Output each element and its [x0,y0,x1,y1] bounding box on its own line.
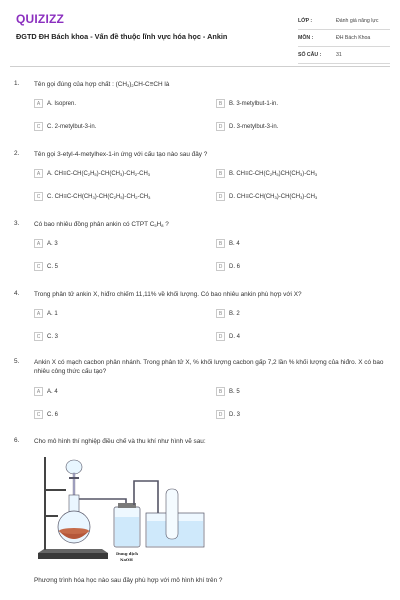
worksheet-meta [298,13,390,64]
dropping-funnel-bulb [66,460,82,474]
question-text: Có bao nhiêu đồng phân ankin có CTPT $C_5H_8$ ? [34,221,169,228]
option-letter-box: D [216,410,225,419]
header-divider [10,66,390,67]
option-letter-box: A [34,387,43,396]
flask-contents-surface [59,528,89,534]
worksheet-header [0,0,400,70]
worksheet-title: ĐGTD ĐH Bách khoa - Vấn đề thuộc lĩnh vực hóa học - Ankin [16,32,228,41]
option-a[interactable]: A A. 3 [34,238,58,249]
option-b[interactable]: B B. $CH\equiv C-CH(C_2H_5)CH(CH_3)-CH_3$ [216,168,317,179]
option-letter-box: B [216,239,225,248]
option-letter-box: B [216,169,225,178]
option-c[interactable]: C C. 5 [34,261,58,272]
question-followup-text: Phương trình hóa học nào sau đây phù hợp với mô hình khí trên ? [34,577,223,584]
stand-clamp-bottom [44,515,58,517]
option-a[interactable]: A A. 4 [34,386,58,397]
question-text: Tên gọi 3-etyl-4-metylhex-1-in ứng với cấu tạo nào sau đây ? [34,151,208,158]
question-text: Cho mô hình thí nghiệp điều chế và thu khí như hình vẽ sau: [34,438,206,445]
question-number: 6. [14,437,20,444]
option-b[interactable]: B B. 2 [216,308,240,319]
naoh-solution-label-2: NaOH [120,557,133,562]
option-b[interactable]: B B. 5 [216,386,240,397]
question-number: 3. [14,220,20,227]
option-a[interactable]: A A. 1 [34,308,58,319]
option-letter-box: B [216,99,225,108]
option-letter-box: A [34,99,43,108]
lab-apparatus-figure [34,455,214,570]
option-letter-box: C [34,122,43,131]
question-text: Ankin X có mạch cacbon phân nhánh. Trong phân tử X, % khối lượng cacbon gấp 7,2 lần % khối lượng của hiđro. X có bao nhiêu công thức cấu tạo? [34,359,384,375]
option-b[interactable]: B B. 3-metylbut-1-in. [216,98,278,109]
washing-bottle-liquid [115,517,139,546]
option-letter-box: D [216,332,225,341]
meta-row-subject: MÔN : ĐH Bách Khoa [298,30,390,47]
stand-base-top [38,549,108,553]
option-c[interactable]: C C. 3 [34,331,58,342]
option-d[interactable]: D D. 6 [216,261,240,272]
meta-row-count: SỐ CÂU : 31 [298,47,390,64]
question-number: 5. [14,358,20,365]
stand-clamp-top [44,489,66,491]
option-letter-box: B [216,387,225,396]
option-d[interactable]: D D. 4 [216,331,240,342]
question-number: 4. [14,290,20,297]
option-letter-box: C [34,262,43,271]
option-letter-box: C [34,332,43,341]
option-letter-box: A [34,169,43,178]
option-c[interactable]: C C. 2-metylbut-3-in. [34,121,96,132]
option-letter-box: A [34,239,43,248]
option-letter-box: D [216,262,225,271]
option-letter-box: D [216,192,225,201]
flask-neck [69,495,79,513]
option-letter-box: B [216,309,225,318]
inverted-collection-tube [166,489,178,539]
option-letter-box: C [34,410,43,419]
option-letter-box: A [34,309,43,318]
naoh-solution-label: Dung dịch [116,551,138,556]
funnel-tap [69,477,79,479]
option-d[interactable]: D D. 3 [216,409,240,420]
option-letter-box: C [34,192,43,201]
question-number: 2. [14,150,20,157]
option-a[interactable]: A A. Isopren. [34,98,76,109]
question-text: Trong phân tử ankin X, hiđro chiếm 11,11% về khối lượng. Có bao nhiêu ankin phù hợp với X? [34,291,302,298]
option-c[interactable]: C C. 6 [34,409,58,420]
option-letter-box: D [216,122,225,131]
question-text: Tên gọi đúng của hợp chất : $(CH_3)_2CH-C\equiv CH$ là [34,81,170,88]
option-d[interactable]: D D. 3-metylbut-3-in. [216,121,278,132]
option-b[interactable]: B B. 4 [216,238,240,249]
stand-base [38,553,108,559]
option-a[interactable]: A A. $CH\equiv C-CH(C_2H_5)-CH(CH_3)-CH_2-CH_3$ [34,168,150,179]
meta-row-class: LỚP : Đánh giá năng lực [298,13,390,30]
quizizz-logo: QUIZIZZ [16,12,65,26]
option-d[interactable]: D D. $CH\equiv C-CH(CH_3)-CH(CH_3)-CH_3$ [216,191,317,202]
stand-rod [44,457,46,550]
option-c[interactable]: C C. $CH\equiv C-CH(CH_3)-CH(C_2H_5)-CH_2-CH_3$ [34,191,150,202]
question-number: 1. [14,80,20,87]
